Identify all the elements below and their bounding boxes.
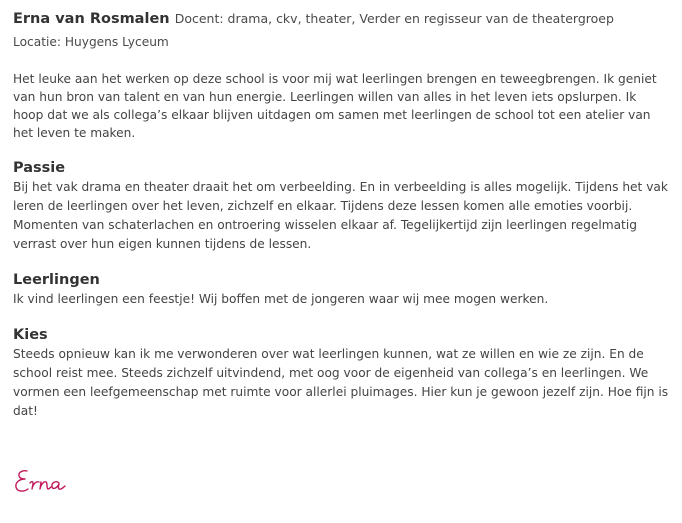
- section-kies: [13, 325, 674, 421]
- intro-paragraph: Het leuke aan het werken op deze school is voor mij wat leerlingen brengen en teweegbrengen. Ik geniet van hun bron van talent en van hun energie. Leerlingen willen van alles in het leven iets opslurpen. Ik hoop dat we als collega’s elkaar blijven uitdagen om samen met leerlingen de school tot een atelier van het leven te maken.: [13, 72, 657, 140]
- section-heading: Passie: [13, 160, 66, 176]
- handwritten-signature: [13, 467, 77, 497]
- profile-header: [13, 8, 674, 29]
- person-role: Docent: drama, ckv, theater, Verder en regisseur van de theatergroep: [174, 11, 614, 26]
- section-heading: Leerlingen: [13, 272, 100, 288]
- section-leerlingen: [13, 270, 674, 309]
- section-passie: [13, 158, 674, 254]
- location-text: Locatie: Huygens Lyceum: [13, 35, 169, 49]
- section-text: Bij het vak drama en theater draait het om verbeelding. En in verbeelding is alles mogelijk. Tijdens het vak leren de leerlingen over het leven, zichzelf en elkaar. Tijdens deze lessen komen alle emoties voorbij. Momenten van schaterlachen en ontroering wisselen elkaar af. Tegelijkertijd zijn leerlingen regelmatig verrast over hun eigen kunnen tijdens de lessen.: [13, 180, 668, 251]
- section-text: Steeds opnieuw kan ik me verwonderen over wat leerlingen kunnen, wat ze willen en wie ze zijn. En de school reist mee. Steeds zichzelf uitvindend, met oog voor de eigenheid van collega’s en leerlingen. We vormen een leefgemeenschap met ruimte voor allerlei pluimages. Hier kun je gewoon jezelf zijn. Hoe fijn is dat!: [13, 347, 669, 418]
- section-text: Ik vind leerlingen een feestje! Wij boffen met de jongeren waar wij mee mogen werken.: [13, 292, 549, 306]
- section-heading: Kies: [13, 327, 48, 343]
- person-name: Erna van Rosmalen: [13, 11, 170, 27]
